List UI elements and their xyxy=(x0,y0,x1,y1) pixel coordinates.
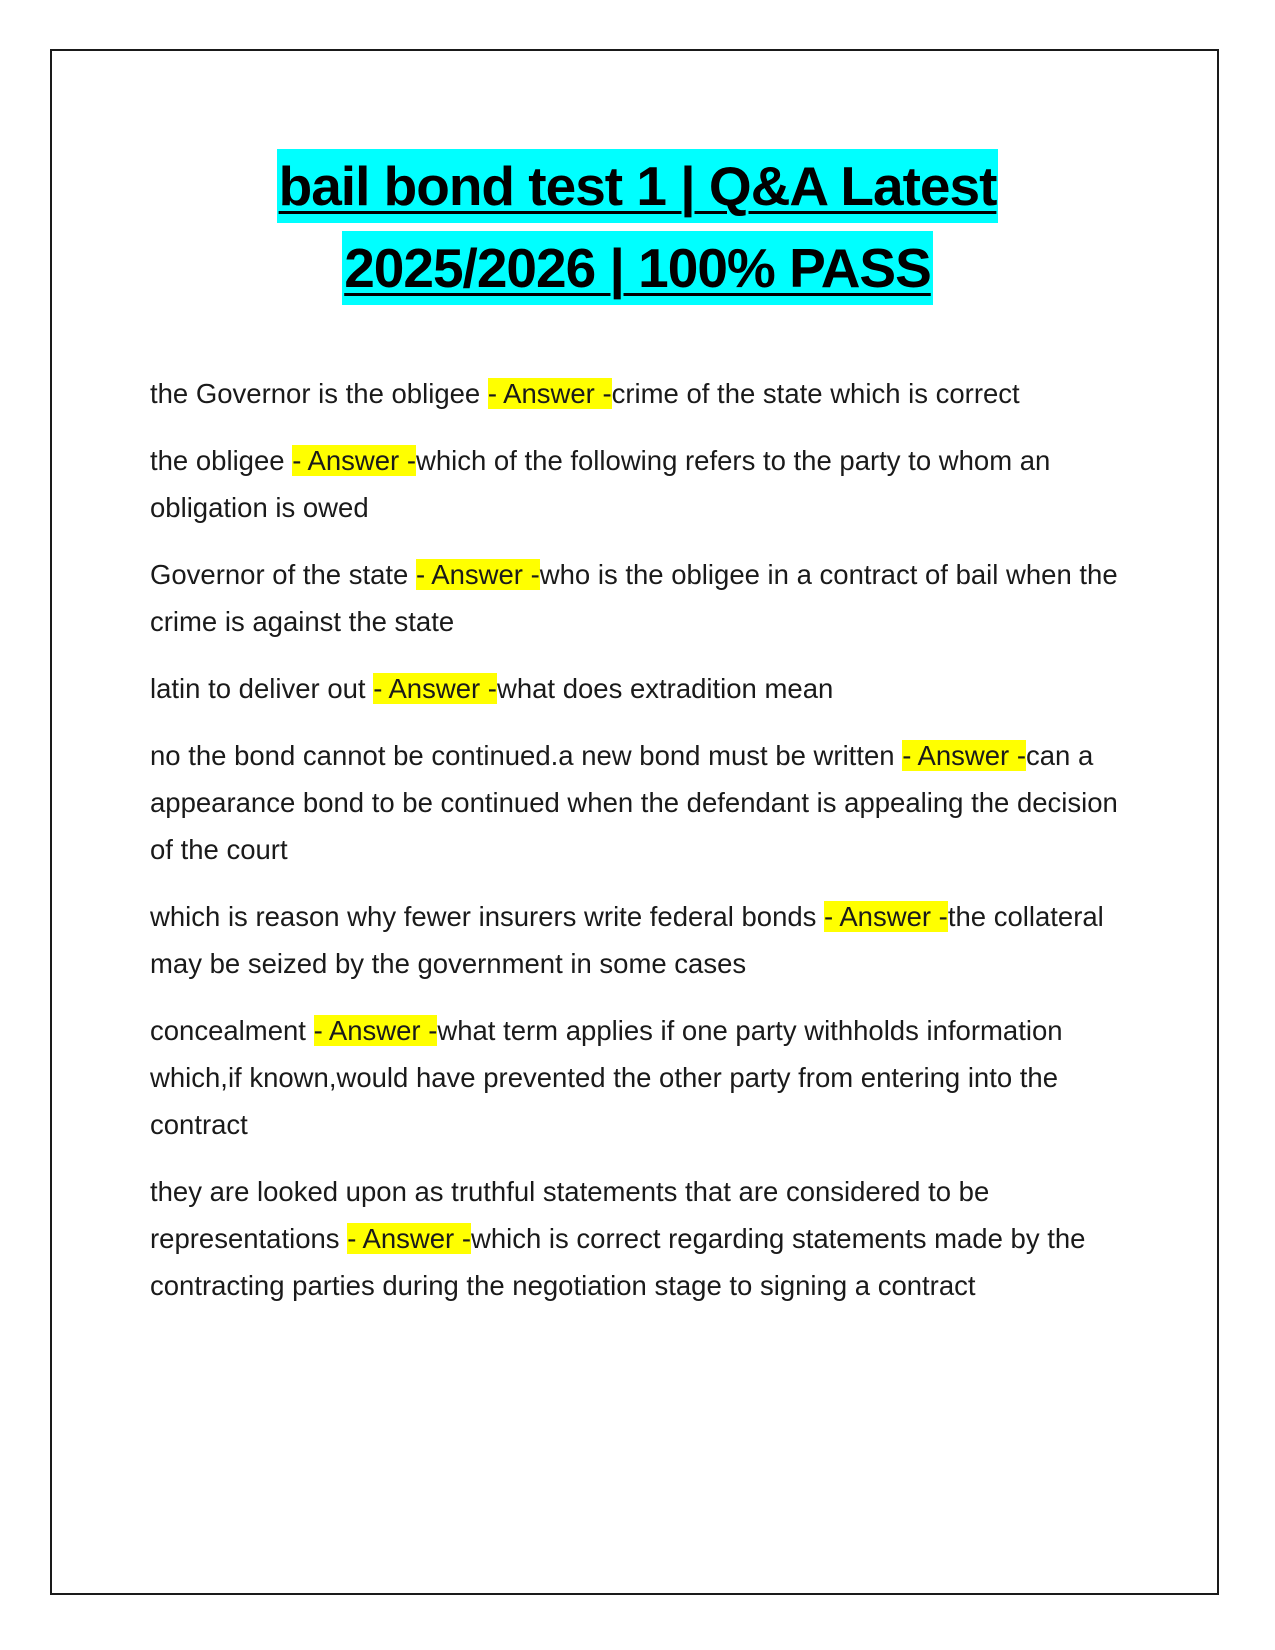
qa-answer: latin to deliver out xyxy=(150,673,374,704)
qa-answer: the Governor is the obligee xyxy=(150,378,488,409)
qa-answer: the obligee xyxy=(150,445,293,476)
qa-question: which of the following refers to the party to whom an obligation is owed xyxy=(150,445,1051,523)
answer-marker: - Answer - xyxy=(313,1015,438,1046)
qa-answer: Governor of the state xyxy=(150,559,416,590)
qa-item xyxy=(150,551,1135,645)
answer-marker: - Answer - xyxy=(415,559,540,590)
qa-item xyxy=(150,732,1135,873)
qa-answer: concealment xyxy=(150,1015,314,1046)
answer-marker: - Answer - xyxy=(902,740,1026,771)
qa-question: which is correct regarding statements made by the contracting parties during the negotiation stage to signing a contract xyxy=(150,1223,1086,1301)
qa-question: what term applies if one party withholds information which,if known,would have prevented the other party from entering into the contract xyxy=(150,1015,1063,1140)
qa-answer: no the bond cannot be continued.a new bond must be written xyxy=(150,740,903,771)
answer-marker: - Answer - xyxy=(824,901,948,932)
qa-question: can a appearance bond to be continued when the defendant is appealing the decision of the court xyxy=(150,740,1118,865)
qa-item xyxy=(150,437,1135,531)
qa-item xyxy=(150,665,1135,712)
qa-list xyxy=(150,370,1135,1329)
document-title xyxy=(100,145,1175,309)
qa-item xyxy=(150,1168,1135,1309)
qa-answer: they are looked upon as truthful statements that are considered to be representations xyxy=(150,1176,990,1254)
qa-question: what does extradition mean xyxy=(496,673,834,704)
qa-answer: which is reason why fewer insurers write federal bonds xyxy=(150,901,825,932)
qa-question: crime of the state which is correct xyxy=(611,378,1020,409)
qa-question: the collateral may be seized by the government in some cases xyxy=(150,901,1104,979)
qa-item xyxy=(150,893,1135,987)
qa-question: who is the obligee in a contract of bail when the crime is against the state xyxy=(150,559,1118,637)
answer-marker: - Answer - xyxy=(347,1223,471,1254)
answer-marker: - Answer - xyxy=(292,445,416,476)
title-line-2: 2025/2026 | 100% PASS xyxy=(342,231,933,305)
title-line-1: bail bond test 1 | Q&A Latest xyxy=(277,149,999,223)
answer-marker: - Answer - xyxy=(487,378,612,409)
qa-item xyxy=(150,370,1135,417)
qa-item xyxy=(150,1007,1135,1148)
answer-marker: - Answer - xyxy=(373,673,497,704)
